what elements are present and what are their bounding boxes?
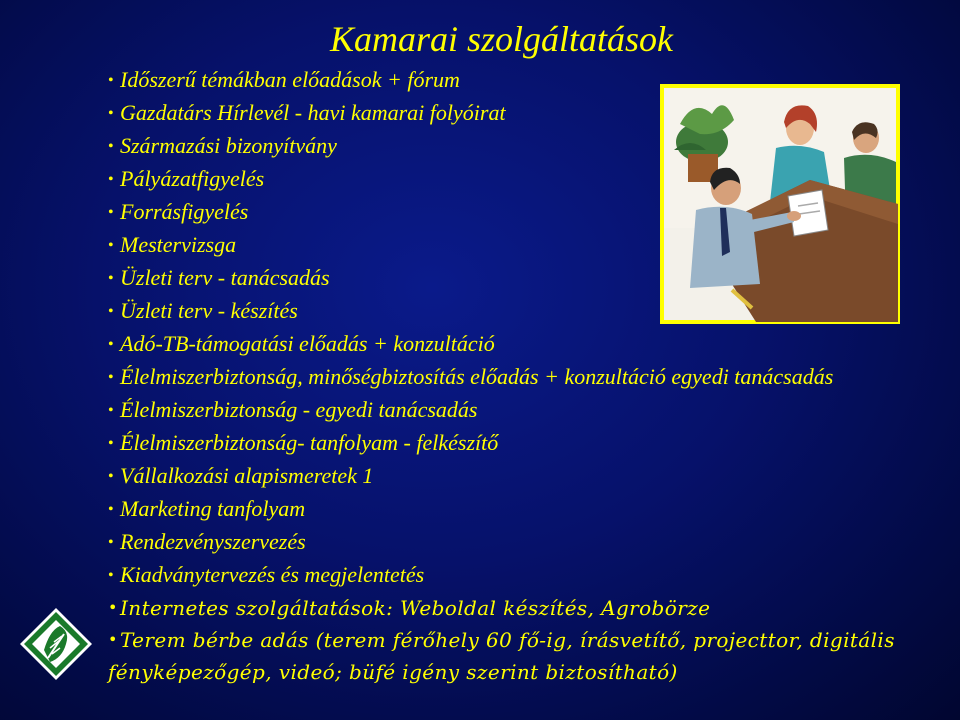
bullet-item xyxy=(108,460,948,493)
bullet-item xyxy=(108,526,948,559)
bullet-item xyxy=(108,427,948,460)
bullet-dot: • xyxy=(108,204,114,221)
bullet-text: Élelmiszerbiztonság - egyedi tanácsadás xyxy=(120,397,478,422)
bullet-text: Gazdatárs Hírlevél - havi kamarai folyóirat xyxy=(120,100,506,125)
bullet-text: Élelmiszerbiztonság, minőségbiztosítás előadás + konzultáció egyedi tanácsadás xyxy=(120,364,834,389)
bullet-dot: • xyxy=(108,630,118,649)
bullet-dot: • xyxy=(108,369,114,386)
bullet-dot: • xyxy=(108,402,114,419)
business-meeting-clipart xyxy=(660,84,900,324)
bullet-text: Kiadványtervezés és megjelentetés xyxy=(120,562,425,587)
bullet-text: Terem bérbe adás (terem férőhely 60 fő-ig, írásvetítő, projecttor, digitális fényképezőgép, videó; büfé igény szerint biztosítható) xyxy=(108,628,895,684)
slide-title: Kamarai szolgáltatások xyxy=(330,19,674,59)
bullet-text: Vállalkozási alapismeretek 1 xyxy=(120,463,374,488)
bullet-item xyxy=(108,592,948,624)
bullet-item xyxy=(108,361,948,394)
bullet-item xyxy=(108,493,948,526)
bullet-dot: • xyxy=(108,270,114,287)
bullet-text: Időszerű témákban előadások + fórum xyxy=(120,67,460,92)
bullet-text: Üzleti terv - tanácsadás xyxy=(120,265,330,290)
bullet-dot: • xyxy=(108,534,114,551)
bullet-text: Rendezvényszervezés xyxy=(120,529,306,554)
bullet-dot: • xyxy=(108,468,114,485)
bullet-text: Internetes szolgáltatások: Weboldal készítés, Agrobörze xyxy=(120,596,711,620)
bullet-text: Pályázatfigyelés xyxy=(120,166,265,191)
bullet-item xyxy=(108,624,948,688)
bullet-dot: • xyxy=(108,598,118,617)
bullet-item xyxy=(108,559,948,592)
bullet-dot: • xyxy=(108,138,114,155)
bullet-dot: • xyxy=(108,72,114,89)
bullet-dot: • xyxy=(108,303,114,320)
bullet-text: Származási bizonyítvány xyxy=(120,133,337,158)
bullet-dot: • xyxy=(108,501,114,518)
bullet-text: Adó-TB-támogatási előadás + konzultáció xyxy=(120,331,495,356)
bullet-item xyxy=(108,394,948,427)
bullet-text: Forrásfigyelés xyxy=(120,199,249,224)
bullet-item xyxy=(108,328,948,361)
bullet-dot: • xyxy=(108,435,114,452)
bullet-text: Élelmiszerbiztonság- tanfolyam - felkészítő xyxy=(120,430,499,455)
bullet-text: Üzleti terv - készítés xyxy=(120,298,298,323)
bullet-dot: • xyxy=(108,567,114,584)
bullet-dot: • xyxy=(108,105,114,122)
bullet-dot: • xyxy=(108,237,114,254)
bullet-text: Marketing tanfolyam xyxy=(120,496,306,521)
bullet-dot: • xyxy=(108,336,114,353)
bullet-text: Mestervizsga xyxy=(120,232,237,257)
chamber-logo-icon xyxy=(16,604,96,684)
bullet-dot: • xyxy=(108,171,114,188)
